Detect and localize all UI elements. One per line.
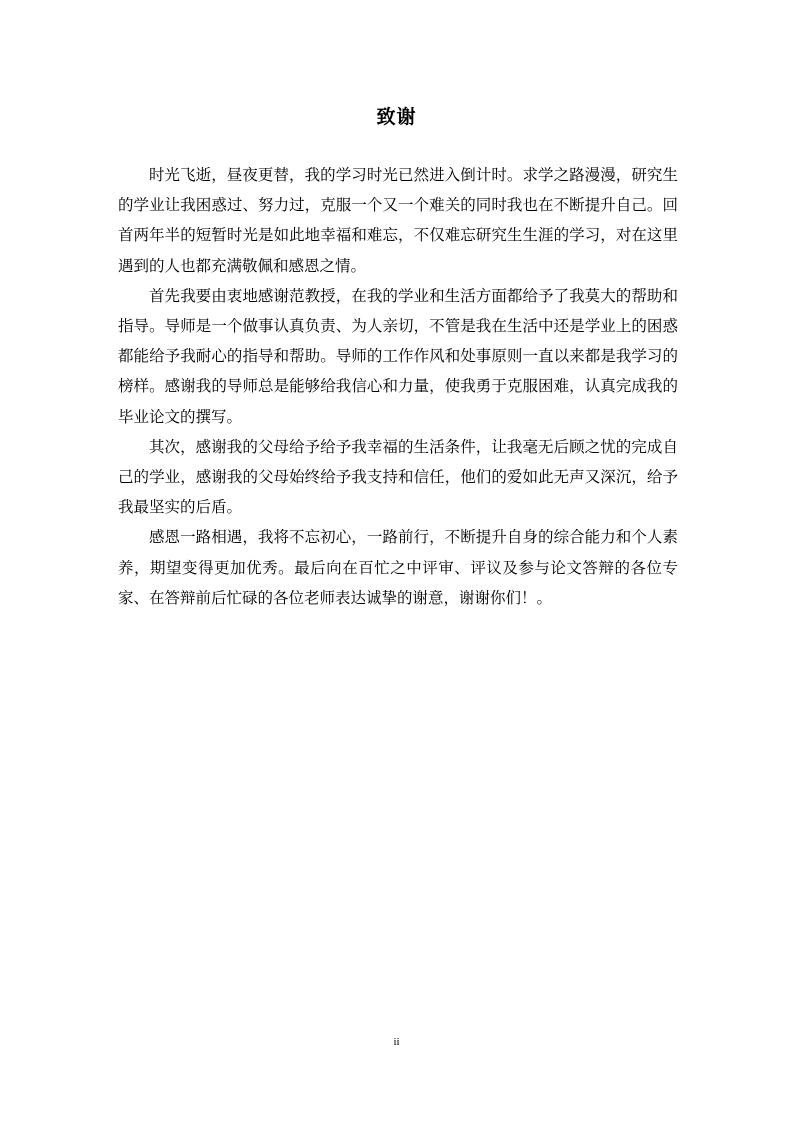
paragraph-4: 感恩一路相遇，我将不忘初心，一路前行，不断提升自身的综合能力和个人素养，期望变得更加优秀。最后向在百忙之中评审、评议及参与论文答辩的各位专家、在答辩前后忙碌的各位老师表达诚挚的谢意，谢谢你们！。 xyxy=(118,528,678,607)
acknowledgement-body xyxy=(118,160,678,613)
paragraph-1: 时光飞逝，昼夜更替，我的学习时光已然进入倒计时。求学之路漫漫，研究生的学业让我困惑过、努力过，克服一个又一个难关的同时我也在不断提升自己。回首两年半的短暂时光是如此地幸福和难忘，不仅难忘研究生生涯的学习，对在这里遇到的人也都充满敬佩和感恩之情。 xyxy=(118,166,678,275)
paragraph-2: 首先我要由衷地感谢范教授，在我的学业和生活方面都给予了我莫大的帮助和指导。导师是一个做事认真负责、为人亲切，不管是我在生活中还是学业上的困惑都能给予我耐心的指导和帮助。导师的工作作风和处事原则一直以来都是我学习的榜样。感谢我的导师总是能够给我信心和力量，使我勇于克服困难，认真完成我的毕业论文的撰写。 xyxy=(118,286,678,426)
page-title: 致谢 xyxy=(376,106,417,128)
paragraph-3: 其次，感谢我的父母给予给予我幸福的生活条件，让我毫无后顾之忧的完成自己的学业，感谢我的父母始终给予我支持和信任，他们的爱如此无声又深沉，给予我最坚实的后盾。 xyxy=(118,437,678,517)
page-number: ii xyxy=(393,1036,400,1048)
